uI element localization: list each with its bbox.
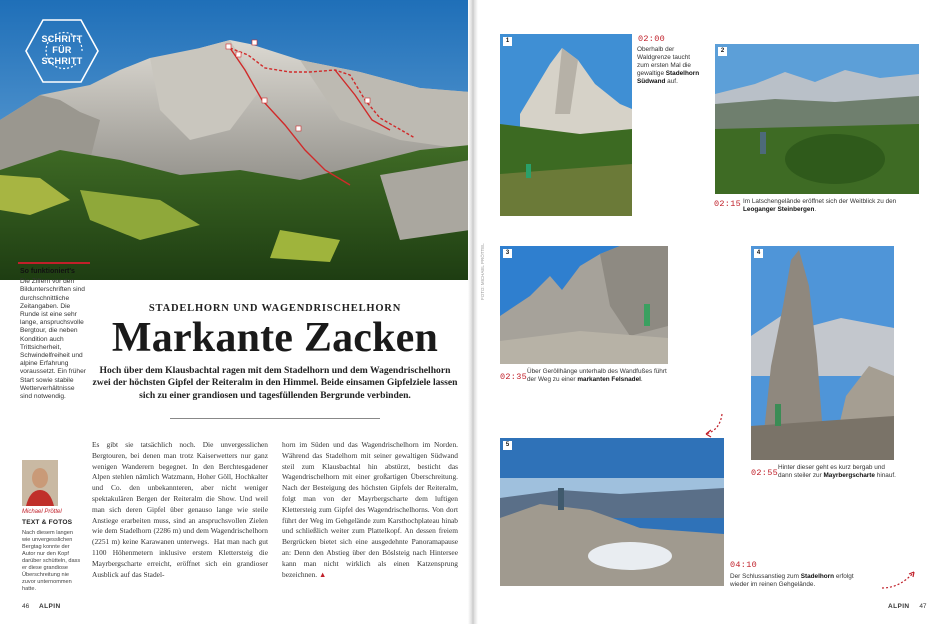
author-name: Michael Pröttel	[22, 509, 62, 515]
page-number-left: 46	[22, 603, 30, 610]
page-gutter	[468, 0, 478, 624]
article-title: Markante Zacken	[111, 315, 439, 361]
howto-box	[20, 268, 86, 401]
photo-3	[500, 246, 668, 364]
author-avatar	[22, 460, 58, 506]
photo-credit: FOTO: MICHAEL PRÖTTEL	[480, 243, 485, 300]
photo-2-number: 2	[718, 47, 727, 56]
photo-1-caption-bold: Stadelhorn Südwand	[637, 70, 700, 85]
photo-2-caption-bold: Leoganger Steinbergen	[743, 206, 815, 213]
photo-5-caption-bold: Stadelhorn	[800, 573, 835, 580]
photo-4	[751, 246, 894, 460]
photo-1	[500, 34, 632, 216]
photo-4-caption-bold: Mayrbergscharte	[823, 472, 875, 479]
photo-5-caption	[730, 573, 858, 589]
article-lead: Hoch über dem Klausbachtal ragen mit dem Stadelhorn und dem Wagendrischelhorn zwei der höchsten Gipfel der Reiteralm in den Himmel. Beide einsamen Gipfelziele lassen sich zu einer grandiosen und tagesfüllenden Bergrunde verbinden.	[92, 365, 458, 401]
photo-3-caption	[527, 368, 669, 384]
magazine-name-left: ALPIN	[39, 603, 61, 610]
photo-2-caption-pre: Im Latschengelände eröffnet sich der Weitblick zu den	[743, 198, 897, 205]
photo-4-caption	[778, 464, 896, 480]
lead-divider	[170, 418, 380, 419]
photo-1-number: 1	[503, 37, 512, 46]
photo-2-caption	[743, 198, 919, 214]
badge-line-1: SCHRITT	[41, 34, 83, 44]
howto-text: Die Ziffern vor den Bildunterschriften sind durchschnittliche Zeitangaben. Die Runde ist eine sehr lange, anspruchsvolle Bergtour, die neben Kondition auch Trittsicherheit, Schwindelfreiheit und alpine Erfahrung voraussetzt. Ein früher Start sowie stabile Wetterverhältnisse sind notwendig.	[20, 278, 86, 401]
photo-1-caption	[637, 46, 703, 86]
photo-4-number: 4	[754, 249, 763, 258]
photo-2	[715, 44, 919, 194]
photo-3-caption-pre: Über Geröllhänge unterhalb des Wandfußes führt der Weg zu einer	[527, 368, 667, 383]
photo-1-time: 02:00	[638, 34, 666, 44]
body-column-2-text: horn im Süden und das Wagendrischelhorn im Norden. Während das Stadelhorn mit seiner gewaltigen Südwand steil zum Klausbachtal hin abstürzt, besticht das Wagendrischelhorn mit einer großartigen Überschreitung. Nach der Besteigung des höchsten Gipfels der Reiteralm, folgt man von der Mayrbergscharte dem luftigen Klettersteig zum Gipfel des Wagendrischelhorns. Von dort führt der Weg im Gehgelände zum Karsthochplateau hinab und schließlich weiter zum Plattelkopf. An dessen freiem Bergrücken bietet sich eine ausgedehnte Panoramapause an: Denn den Abstieg über den Böslsteig nach Hintersee kann man nicht wirklich als einen Katzensprung bezeichnen.	[282, 440, 458, 579]
photo-5-time: 04:10	[730, 560, 758, 570]
photo-5-number: 5	[503, 441, 512, 450]
route-arrow-icon-2	[880, 566, 920, 592]
route-arrow-icon	[700, 412, 726, 438]
photo-5-caption-pre: Der Schlussanstieg zum	[730, 573, 801, 580]
photo-1-caption-pre: Oberhalb der Waldgrenze taucht zum ersten Mal die gewaltige	[637, 46, 691, 77]
body-column-2	[282, 440, 458, 580]
hero-mountain-photo	[0, 0, 470, 280]
step-by-step-badge	[24, 18, 100, 84]
folio-left	[22, 603, 61, 610]
photo-4-caption-post: hinauf.	[874, 472, 896, 479]
howto-title: So funktioniert's	[20, 268, 75, 275]
magazine-name-right: ALPIN	[888, 603, 910, 610]
author-description: Nach diesem langen wie unvergesslichen Bergtag konnte der Autor nur den Kopf darüber schütteln, dass er diese grandiose Überschreitung nie zuvor unternommen hatte.	[22, 530, 81, 592]
body-column-1: Es gibt sie tatsächlich noch. Die unvergesslichen Bergtouren, bei denen man trotz Kaiserwetters nur ganz wenigen Wanderern begegnet. In den Berchtesgadener Alpen stehlen nämlich Watzmann, Hoher Göll, Hochkalter und Co. den unbekannteren, aber nicht weniger spektakulären Bergen der Reiteralm die Show. Und weil man sich deren Gipfel über genauso lange wie steile Anstiege erarbeiten muss, sind an anspruchsvollen Zielen wie dem Stadelhorn (2286 m) und dem Wagendrischelhorn (2251 m) keine Karawanen unterwegs. Hat man nach gut 1100 Höhenmetern inklusive erstem Klettersteig die Mayrbergscharte erreicht, eröffnet sich ein grandioser Ausblick auf das Stadel-	[92, 440, 268, 579]
page-number-right: 47	[919, 603, 927, 610]
author-role: TEXT & FOTOS	[22, 519, 73, 526]
photo-3-caption-bold: markanten Felsnadel	[577, 376, 641, 383]
photo-5-caption-post: erfolgt wieder im reinen Gehgelände.	[730, 573, 854, 588]
end-mark-icon: ▲	[318, 569, 327, 579]
photo-3-time: 02:35	[500, 372, 528, 382]
photo-4-time: 02:55	[751, 468, 779, 478]
folio-right	[888, 603, 927, 610]
badge-line-2: FÜR	[52, 45, 72, 55]
photo-3-number: 3	[503, 249, 512, 258]
photo-2-time: 02:15	[714, 199, 742, 209]
photo-4-caption-pre: Hinter dieser geht es kurz bergab und dann steiler zur	[778, 464, 885, 479]
photo-5	[500, 438, 724, 586]
article-kicker: STADELHORN UND WAGENDRISCHELHORN	[148, 303, 402, 314]
photo-1-caption-post: auf.	[665, 78, 678, 85]
badge-line-3: SCHRITT	[41, 56, 83, 66]
photo-2-caption-post: .	[814, 206, 817, 213]
photo-3-caption-post: .	[640, 376, 643, 383]
